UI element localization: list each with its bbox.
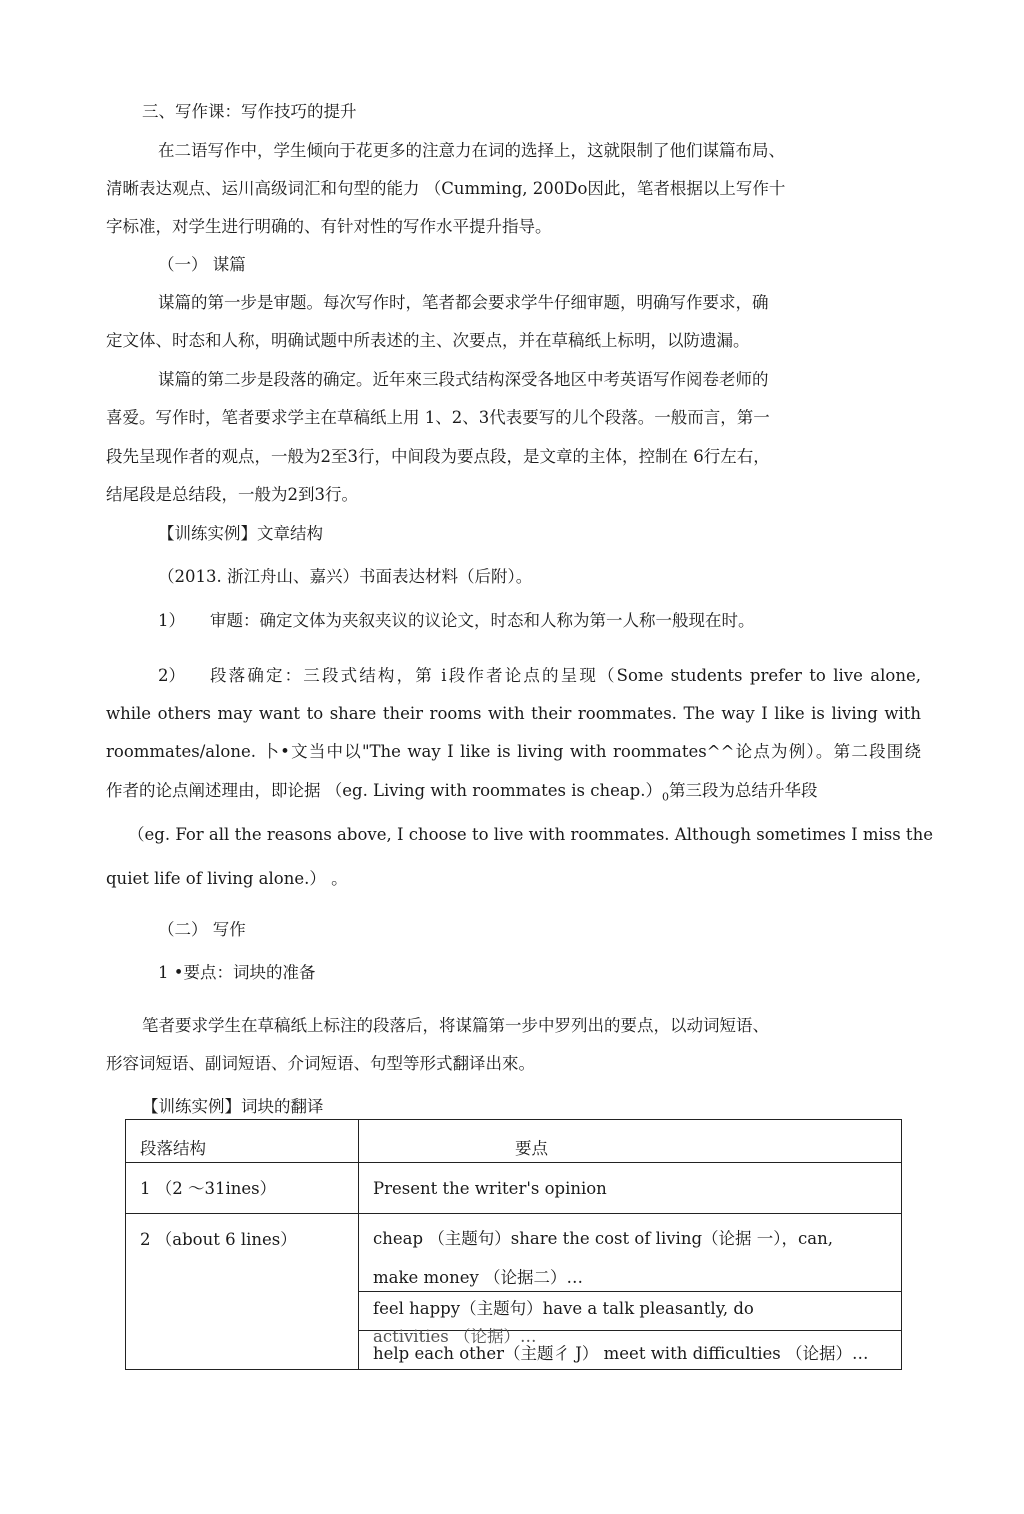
example-label-structure: 【训练实例】文章结构	[158, 524, 323, 543]
table-header-cell	[359, 1120, 902, 1163]
row2-sub3-line: help each other（主题彳 J） meet with difficulties （论据）…	[373, 1344, 869, 1363]
planning-step-two-line-3: 段先呈现作者的观点，一般为2至3行，中间段为要点段，是文章的主体，控制在 6行左右，	[106, 447, 770, 466]
list-item-2-line-5: （eg. For all the reasons above, I choose to live with roommates. Although sometimes I miss the	[128, 825, 933, 844]
list-item-2-number: 2）	[158, 666, 185, 685]
heading-section-three: 三、写作课：写作技巧的提升	[142, 102, 357, 121]
list-item-2-line-6: quiet life of living alone.） 。	[106, 869, 348, 888]
section-one-title: （一） 谋篇	[158, 255, 246, 274]
writing-para-line-2: 形容词短语、副词短语、介词短语、句型等形式翻译出來。	[106, 1054, 535, 1073]
example-source: （2013. 浙江舟山、嘉兴）书面表达材料（后附）。	[158, 567, 533, 586]
planning-step-one-line-1: 谋篇的第一步是审题。每次写作时，笔者都会要求学牛仔细审题，明确写作要求，确	[158, 293, 769, 312]
list-item-2-line-4-part-b: 第三段为总结升华段	[669, 781, 818, 800]
row2-sub1-line-b: make money （论据二）…	[373, 1268, 584, 1287]
list-item-2-line-4-subscript: 0	[662, 790, 669, 804]
row2-subrow-1	[359, 1214, 901, 1292]
section-two-title: （二） 写作	[158, 920, 246, 939]
intro-line-2: 清晰表达观点、运川高级词汇和句型的能力 （Cumming, 200Do因此，笔者根据以上写作十	[106, 179, 786, 198]
header-points: 要点	[515, 1139, 548, 1158]
table-cell	[126, 1214, 359, 1370]
paragraph-points-table	[125, 1119, 902, 1370]
list-item-2-line-1: 段落确定：三段式结构，第 i段作者论点的呈现（Some students prefer to live alone,	[210, 666, 921, 685]
row1-points: Present the writer's opinion	[373, 1179, 607, 1198]
intro-line-1: 在二语写作中，学生倾向于花更多的注意力在词的选择上，这就限制了他们谋篇布局、	[158, 141, 785, 160]
table-header-cell	[126, 1120, 359, 1163]
example-label-chunks: 【训练实例】词块的翻译	[142, 1097, 324, 1116]
row2-sub2-line-a: feel happy（主题句）have a talk pleasantly, do	[373, 1299, 754, 1318]
header-structure: 段落结构	[140, 1139, 206, 1158]
row2-sub2-line-b: activities （论据）…	[373, 1327, 537, 1346]
list-item-2-line-4	[106, 780, 818, 808]
table-cell	[359, 1214, 902, 1370]
list-item-1-number: 1）	[158, 611, 185, 630]
point-one-title: 1 •要点：词块的准备	[158, 963, 316, 982]
table-row	[126, 1214, 902, 1370]
intro-line-3: 字标准，对学生进行明确的、有针对性的写作水平提升指导。	[106, 217, 552, 236]
row2-structure: 2 （about 6 lines）	[140, 1230, 297, 1249]
table-cell	[359, 1163, 902, 1214]
row2-sub1-line-a: cheap （主题句）share the cost of living（论据 一），can,	[373, 1229, 833, 1248]
planning-step-one-line-2: 定文体、时态和人称，明确试题中所表述的主、次要点，并在草稿纸上标明，以防遗漏。	[106, 331, 750, 350]
list-item-2-line-2: while others may want to share their rooms with their roommates. The way I like is living with	[106, 704, 921, 723]
list-item-2-line-3: roommates/alone. 卜•文当中以"The way I like is living with roommates^^论点为例）。第二段围绕	[106, 742, 921, 761]
planning-step-two-line-4: 结尾段是总结段，一般为2到3行。	[106, 485, 358, 504]
table-cell	[126, 1163, 359, 1214]
list-item-1-text: 审题：确定文体为夹叙夹议的议论文，时态和人称为第一人称一般现在时。	[210, 611, 755, 630]
row1-structure: 1 （2 ～31ines）	[140, 1179, 277, 1198]
writing-para-line-1: 笔者要求学生在草稿纸上标注的段落后，将谋篇第一步中罗列出的要点，以动词短语、	[142, 1016, 769, 1035]
row2-subrow-2	[359, 1292, 901, 1346]
list-item-2-line-4-part-a: 作者的论点阐述理由，即论据 （eg. Living with roommates is cheap.）	[106, 781, 662, 800]
planning-step-two-line-2: 喜爱。写作时，笔者要求学主在草稿纸上用 1、2、3代表要写的儿个段落。一般而言，第一	[106, 408, 770, 427]
table-header-row	[126, 1120, 902, 1163]
table-row	[126, 1163, 902, 1214]
planning-step-two-line-1: 谋篇的第二步是段落的确定。近年來三段式结构深受各地区中考英语写作阅卷老师的	[158, 370, 769, 389]
